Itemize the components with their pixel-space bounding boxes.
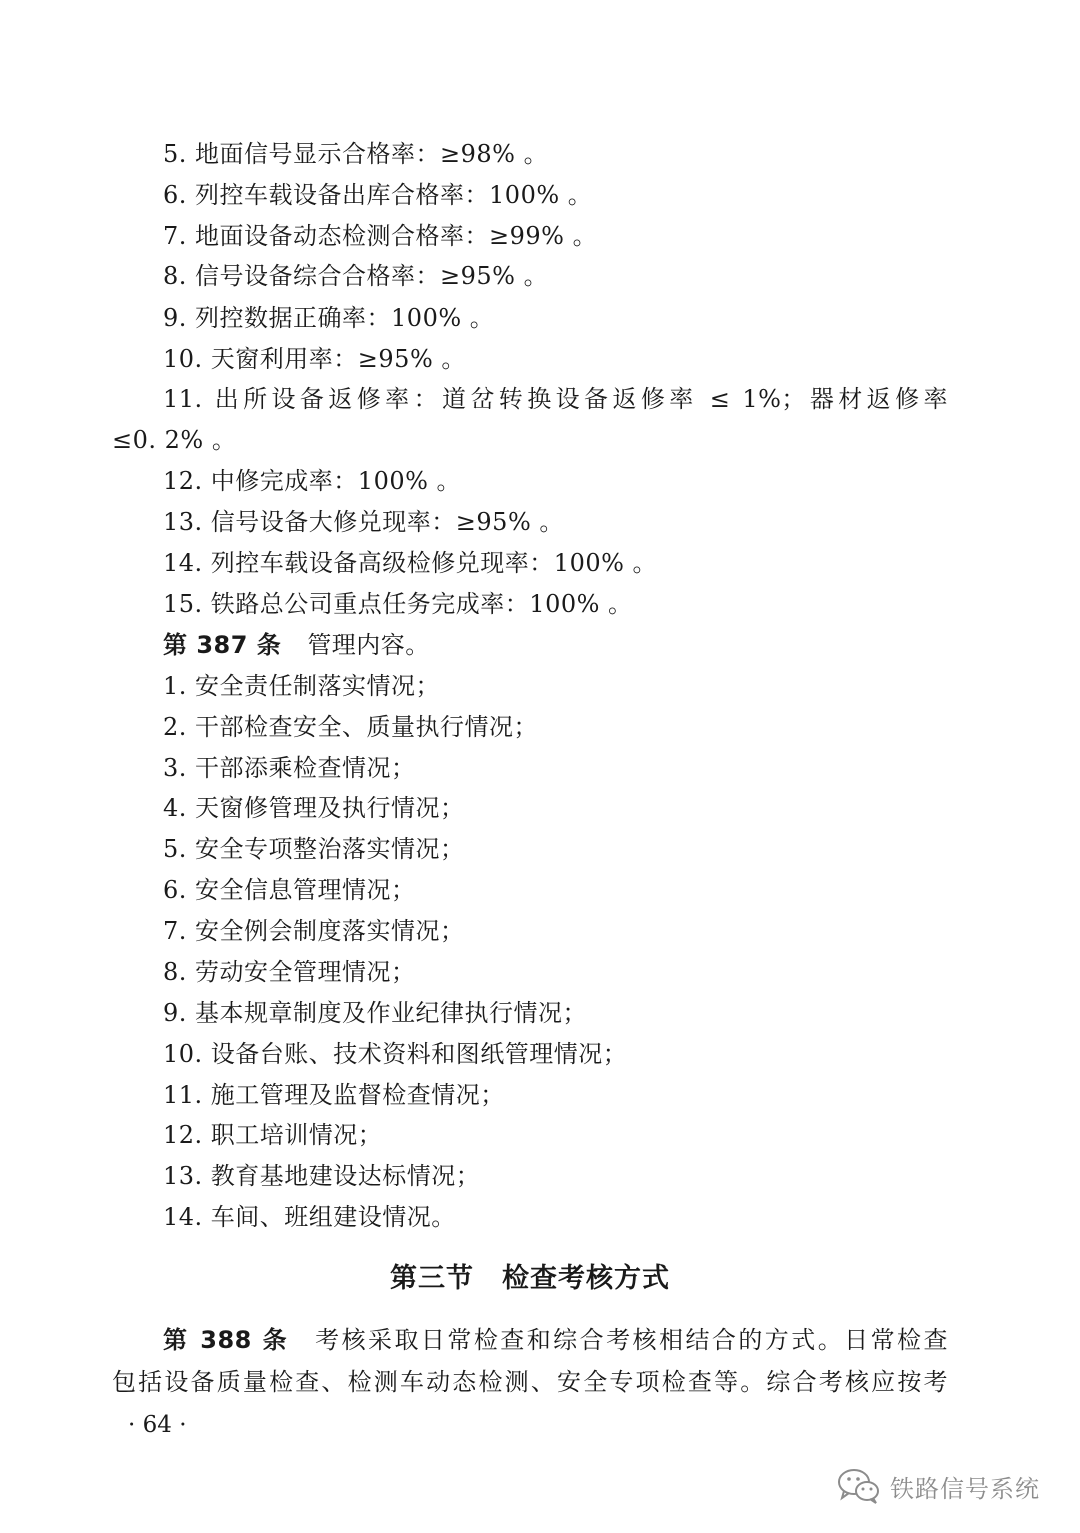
metric-item: 6. 列控车载设备出库合格率：100% 。	[163, 181, 593, 209]
article-388-line-2: 包括设备质量检查、检测车动态检测、安全专项检查等。综合考核应按考	[112, 1368, 948, 1396]
management-item: 13. 教育基地建设达标情况；	[163, 1162, 481, 1190]
article-text: 考核采取日常检查和综合考核相结合的方式。日常检查	[315, 1326, 949, 1354]
metric-item: 12. 中修完成率：100% 。	[163, 467, 462, 495]
metric-item: 5. 地面信号显示合格率：≥98% 。	[163, 140, 549, 168]
management-item: 1. 安全责任制落实情况；	[163, 672, 441, 700]
section-heading: 第三节 检查考核方式	[390, 1263, 670, 1294]
management-item: 9. 基本规章制度及作业纪律执行情况；	[163, 999, 588, 1027]
management-item: 10. 设备台账、技术资料和图纸管理情况；	[163, 1040, 628, 1068]
metric-item-continuation: ≤0. 2% 。	[112, 426, 237, 454]
management-item: 8. 劳动安全管理情况；	[163, 958, 416, 986]
watermark	[836, 1464, 1040, 1508]
article-label: 第 387 条	[163, 631, 282, 659]
management-item: 14. 车间、班组建设情况。	[163, 1203, 456, 1231]
management-item: 6. 安全信息管理情况；	[163, 876, 416, 904]
metric-item: 14. 列控车载设备高级检修兑现率：100% 。	[163, 549, 658, 577]
metric-item: 7. 地面设备动态检测合格率：≥99% 。	[163, 222, 598, 250]
metric-item: 15. 铁路总公司重点任务完成率：100% 。	[163, 590, 633, 618]
watermark-text: 铁路信号系统	[890, 1474, 1040, 1503]
metric-item: 9. 列控数据正确率：100% 。	[163, 304, 495, 332]
metric-item: 10. 天窗利用率：≥95% 。	[163, 345, 466, 373]
management-item: 7. 安全例会制度落实情况；	[163, 917, 465, 945]
management-item: 11. 施工管理及监督检查情况；	[163, 1081, 505, 1109]
management-item: 4. 天窗修管理及执行情况；	[163, 794, 465, 822]
metric-item: 8. 信号设备综合合格率：≥95% 。	[163, 262, 549, 290]
article-text: 管理内容。	[307, 631, 430, 659]
wechat-icon	[836, 1466, 882, 1506]
page-number: · 64 ·	[128, 1412, 187, 1438]
management-item: 5. 安全专项整治落实情况；	[163, 835, 465, 863]
metric-item: 13. 信号设备大修兑现率：≥95% 。	[163, 508, 564, 536]
article-388-line-1	[163, 1320, 948, 1360]
article-label: 第 388 条	[163, 1326, 290, 1354]
article-387	[163, 625, 430, 665]
metric-item: 11. 出所设备返修率：道岔转换设备返修率 ≤ 1%；器材返修率	[163, 385, 948, 413]
management-item: 12. 职工培训情况；	[163, 1121, 383, 1149]
management-item: 3. 干部添乘检查情况；	[163, 754, 416, 782]
management-item: 2. 干部检查安全、质量执行情况；	[163, 713, 539, 741]
